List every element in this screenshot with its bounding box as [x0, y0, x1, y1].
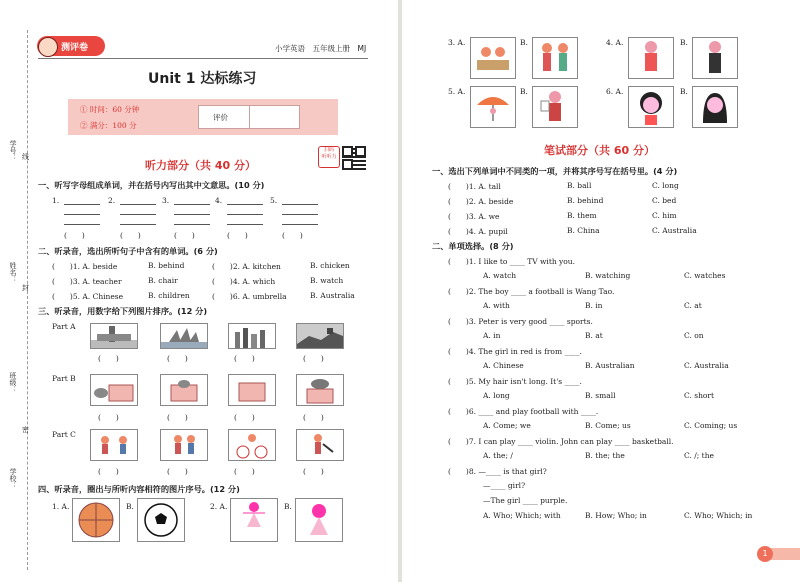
s1-title: 一、听写字母组成单词，并在括号内写出其中文意思。(10 分) — [38, 180, 265, 190]
listening-header: 听力部分（共 40 分） — [145, 159, 256, 172]
r-s2-q2-b: B. in — [585, 301, 603, 310]
margin-xuexiao: 学校： — [9, 468, 17, 489]
football-image[interactable] — [137, 498, 185, 542]
r-s1-q3-b: B. them — [567, 211, 597, 220]
r-s1-q3-c: C. him — [652, 211, 677, 220]
pupils-standing-image[interactable] — [532, 37, 578, 79]
r-s2-q3-a: A. in — [483, 331, 501, 340]
boy-image[interactable] — [628, 37, 674, 79]
s1-num-4: 4. — [215, 196, 223, 205]
answer-line[interactable] — [282, 214, 318, 215]
test-badge: 测评卷 — [37, 36, 105, 56]
margin-xian: 线 — [22, 153, 29, 161]
s2-q3: ( )3. A. teacher — [52, 277, 122, 286]
r-s2-q4-c: C. Australia — [684, 361, 729, 370]
r-s1-q4: ( )4. A. pupil — [448, 227, 508, 236]
great-wall-image — [296, 323, 344, 349]
margin-banji: 班级： — [9, 372, 17, 393]
r-s2-q3-c: C. on — [684, 331, 704, 340]
r-s2-q5: ( )5. My hair isn't long. It's ____. — [448, 377, 582, 386]
order-paren[interactable]: ( ) — [234, 413, 255, 422]
r-s2-q4-b: B. Australian — [585, 361, 635, 370]
header-rule — [38, 58, 368, 59]
margin-feng: 封 — [22, 284, 29, 292]
r-s2-q5-a: A. long — [483, 391, 510, 400]
r-s1-q1-c: C. long — [652, 181, 679, 190]
r-s1-q2: ( )2. A. beside — [448, 197, 514, 206]
r-s2-q1-b: B. watching — [585, 271, 631, 280]
s4-title: 四、听录音，圈出与所听内容相符的图片序号。(12 分) — [38, 484, 240, 494]
r-s2-q1-a: A. watch — [483, 271, 517, 280]
r-s1-q3: ( )3. A. we — [448, 212, 500, 221]
s2-q4: ( )4. A. which — [212, 277, 276, 286]
answer-paren[interactable]: ( ) — [282, 231, 303, 240]
r-s1-q4-c: C. Australia — [652, 226, 697, 235]
answer-line[interactable] — [64, 204, 100, 205]
pupils-at-desk-image[interactable] — [470, 37, 516, 79]
s2-q6: ( )6. A. umbrella — [212, 292, 287, 301]
r-s2-q8-b: B. How; Who; in — [585, 511, 647, 520]
cat-beside-box-image — [90, 374, 138, 406]
teacher-image[interactable] — [532, 86, 578, 128]
s2-title: 二、听录音，选出所听句子中含有的单词。(6 分) — [38, 246, 218, 256]
r-s2-q5-c: C. short — [684, 391, 715, 400]
s1-num-5: 5. — [270, 196, 278, 205]
binding-line — [27, 30, 28, 570]
s2-q4-b: B. watch — [310, 276, 344, 285]
r-s2-q8-line2: —____ girl? — [483, 481, 526, 490]
r-s2-q8-a: A. Who; Which; with — [483, 511, 561, 520]
r-s2-q7: ( )7. I can play ____ violin. John can play ____ basketball. — [448, 437, 674, 446]
man-image[interactable] — [692, 37, 738, 79]
order-paren[interactable]: ( ) — [167, 354, 188, 363]
order-paren[interactable]: ( ) — [98, 354, 119, 363]
r-s2-q3: ( )3. Peter is very good ____ sports. — [448, 317, 593, 326]
r-3a: 3. A. — [448, 38, 466, 47]
skyline-image — [228, 323, 276, 349]
r-s1-q4-b: B. China — [567, 226, 600, 235]
part-a-label: Part A — [52, 322, 76, 331]
umbrella-image[interactable] — [470, 86, 516, 128]
order-paren[interactable]: ( ) — [98, 413, 119, 422]
answer-paren[interactable]: ( ) — [64, 231, 85, 240]
s1-num-3: 3. — [162, 196, 170, 205]
s4-1a: 1. A. — [52, 502, 70, 511]
answer-paren[interactable]: ( ) — [120, 231, 141, 240]
r-s2-q8: ( )8. —____ is that girl? — [448, 467, 547, 476]
r-s2-q7-b: B. the; the — [585, 451, 625, 460]
answer-line[interactable] — [227, 204, 263, 205]
score-label: ② 满分：100 分 — [80, 121, 137, 130]
page-number: 1 — [757, 546, 773, 562]
answer-line[interactable] — [174, 224, 210, 225]
r-s2-q6: ( )6. ____ and play football with ____. — [448, 407, 599, 416]
girl-short-hair-image[interactable] — [628, 86, 674, 128]
girl-long-hair-image[interactable] — [295, 498, 343, 542]
answer-line[interactable] — [120, 204, 156, 205]
info-box — [68, 99, 338, 135]
time-label: ① 时间：60 分钟 — [80, 105, 140, 114]
r-s2-q2: ( )2. The boy ____ a football is Wang Tao. — [448, 287, 615, 296]
r-s2-q8-line3: —The girl ____ purple. — [483, 496, 568, 505]
r-s2-q2-a: A. with — [483, 301, 510, 310]
r-s2-title: 二、单项选择。(8 分) — [432, 241, 514, 251]
r-s2-q4: ( )4. The girl in red is from ____. — [448, 347, 582, 356]
s2-q6-b: B. Australia — [310, 291, 355, 300]
order-paren[interactable]: ( ) — [98, 467, 119, 476]
r-5b: B. — [520, 87, 528, 96]
girl-violin-image — [296, 429, 344, 461]
order-paren[interactable]: ( ) — [167, 413, 188, 422]
answer-line[interactable] — [64, 214, 100, 215]
r-s2-q6-b: B. Come; us — [585, 421, 631, 430]
r-s1-q2-c: C. bed — [652, 196, 677, 205]
r-4b: B. — [680, 38, 688, 47]
s4-1b: B. — [126, 502, 134, 511]
s3-title: 三、听录音，用数字给下列图片排序。(12 分) — [38, 306, 208, 316]
r-5a: 5. A. — [448, 87, 466, 96]
r-s1-q1-b: B. ball — [567, 181, 592, 190]
cat-on-box-image — [296, 374, 344, 406]
s1-num-1: 1. — [52, 196, 60, 205]
order-paren[interactable]: ( ) — [303, 467, 324, 476]
part-b-label: Part B — [52, 374, 76, 383]
kids-reading-image — [160, 429, 208, 461]
r-s2-q7-c: C. /; the — [684, 451, 714, 460]
s2-q1-b: B. behind — [148, 261, 185, 270]
r-s2-q3-b: B. at — [585, 331, 603, 340]
r-s1-q1: ( )1. A. tall — [448, 182, 501, 191]
evaluation-box[interactable] — [198, 105, 300, 129]
order-paren[interactable]: ( ) — [303, 413, 324, 422]
box-image — [228, 374, 276, 406]
girl-long-hair-portrait-image[interactable] — [692, 86, 738, 128]
girl-cycling-image — [228, 429, 276, 461]
r-s2-q6-a: A. Come; we — [483, 421, 531, 430]
r-3b: B. — [520, 38, 528, 47]
answer-line[interactable] — [227, 224, 263, 225]
order-paren[interactable]: ( ) — [303, 354, 324, 363]
r-s1-title: 一、选出下列单词中不同类的一项，并将其序号写在括号里。(4 分) — [432, 166, 678, 176]
answer-line[interactable] — [174, 204, 210, 205]
order-paren[interactable]: ( ) — [234, 354, 255, 363]
r-s1-q2-b: B. behind — [567, 196, 604, 205]
r-s2-q6-c: C. Coming; us — [684, 421, 738, 430]
answer-line[interactable] — [120, 214, 156, 215]
order-paren[interactable]: ( ) — [167, 467, 188, 476]
qr-tag: 扫码 听听力 — [318, 146, 340, 168]
r-6a: 6. A. — [606, 87, 624, 96]
girl-dancing-image[interactable] — [230, 498, 278, 542]
opera-house-image — [160, 323, 208, 349]
r-4a: 4. A. — [606, 38, 624, 47]
qr-code-icon[interactable] — [342, 146, 366, 170]
answer-paren[interactable]: ( ) — [174, 231, 195, 240]
s2-q1: ( )1. A. beside — [52, 262, 118, 271]
basketball-image[interactable] — [72, 498, 120, 542]
answer-line[interactable] — [174, 214, 210, 215]
grade-label: 小学英语 五年级上册 MJ — [275, 44, 367, 53]
answer-paren[interactable]: ( ) — [227, 231, 248, 240]
big-ben-image — [90, 323, 138, 349]
part-c-label: Part C — [52, 430, 76, 439]
evaluation-label: 评价 — [213, 113, 228, 122]
answer-line[interactable] — [120, 224, 156, 225]
answer-line[interactable] — [227, 214, 263, 215]
s2-q2: ( )2. A. kitchen — [212, 262, 281, 271]
cat-in-box-image — [160, 374, 208, 406]
page-title: Unit 1 达标练习 — [148, 71, 257, 87]
s2-q2-b: B. chicken — [310, 261, 350, 270]
kids-playing-image — [90, 429, 138, 461]
r-s2-q1: ( )1. I like to ____ TV with you. — [448, 257, 576, 266]
margin-mi: 密 — [22, 426, 29, 434]
page-band — [770, 548, 800, 560]
order-paren[interactable]: ( ) — [234, 467, 255, 476]
r-s2-q1-c: C. watches — [684, 271, 726, 280]
s4-2b: B. — [284, 502, 292, 511]
r-s2-q7-a: A. the; / — [483, 451, 513, 460]
r-s2-q8-c: C. Who; Which; in — [684, 511, 753, 520]
s4-2a: 2. A. — [210, 502, 228, 511]
answer-line[interactable] — [64, 224, 100, 225]
writing-header: 笔试部分（共 60 分） — [544, 144, 655, 157]
s2-q5-b: B. children — [148, 291, 190, 300]
s1-num-2: 2. — [108, 196, 116, 205]
answer-line[interactable] — [282, 204, 318, 205]
mascot-icon — [38, 37, 58, 57]
answer-line[interactable] — [282, 224, 318, 225]
s2-q3-b: B. chair — [148, 276, 178, 285]
r-s2-q2-c: C. at — [684, 301, 702, 310]
margin-xingming: 姓名： — [9, 262, 17, 283]
r-s2-q4-a: A. Chinese — [483, 361, 524, 370]
margin-xuehao: 学号： — [9, 140, 17, 161]
r-6b: B. — [680, 87, 688, 96]
s2-q5: ( )5. A. Chinese — [52, 292, 124, 301]
r-s2-q5-b: B. small — [585, 391, 616, 400]
